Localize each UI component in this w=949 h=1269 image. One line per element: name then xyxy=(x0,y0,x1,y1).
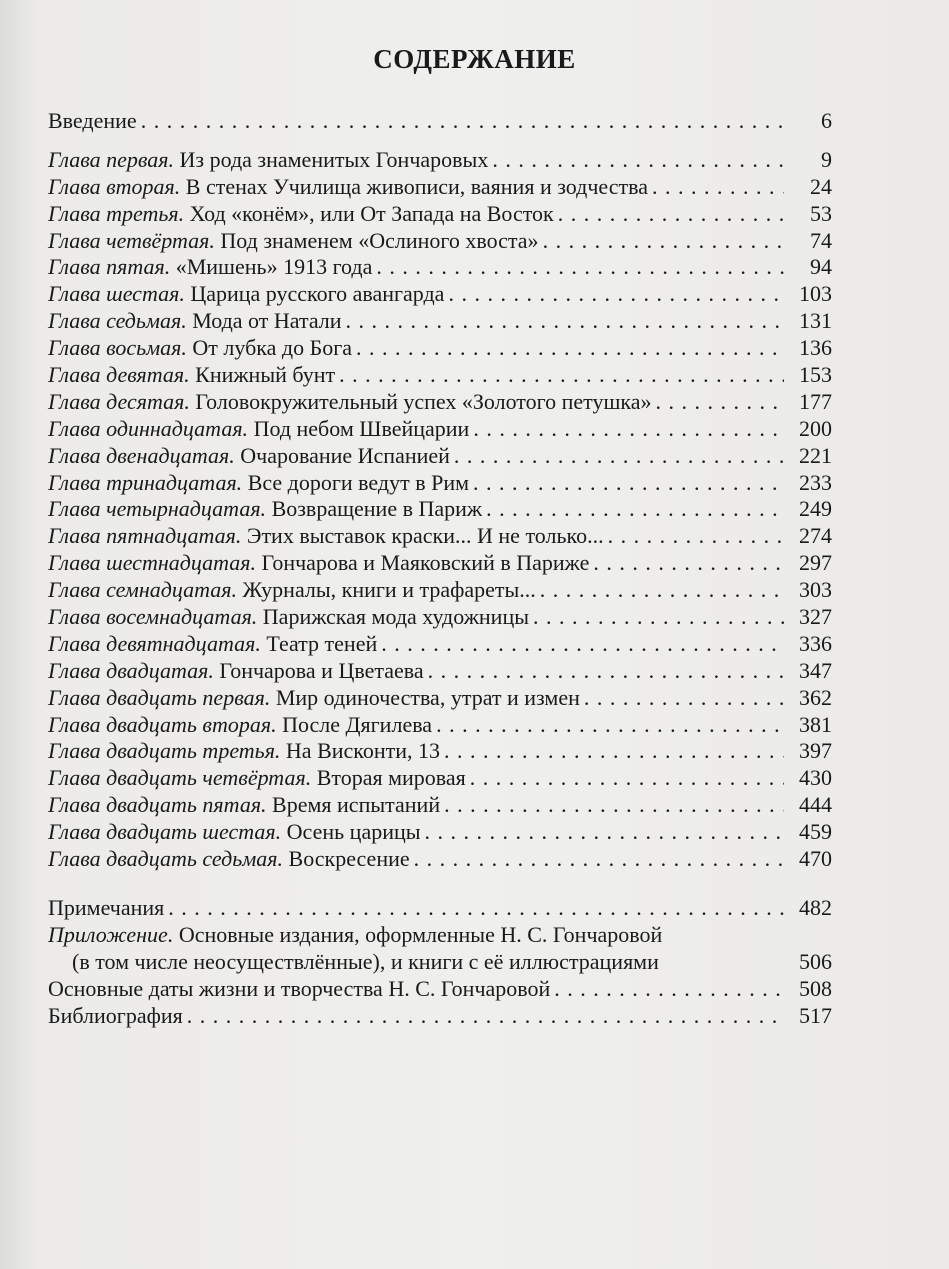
toc-chapter-prefix: Глава девятнадцатая. xyxy=(48,630,261,656)
toc-chapter-title: Головокружительный успех «Золотого петушка» xyxy=(195,388,652,414)
toc-chapter-prefix: Глава двадцать седьмая. xyxy=(48,846,284,872)
toc-entry-chapter xyxy=(48,201,832,228)
toc-entry-chapter xyxy=(48,819,832,846)
dot-leader xyxy=(444,738,784,765)
toc-chapter-prefix: Глава семнадцатая. xyxy=(48,577,238,603)
dot-leader xyxy=(473,470,784,497)
dot-leader xyxy=(558,201,784,228)
toc-page-number: 430 xyxy=(799,765,832,791)
toc-entry-chapter xyxy=(48,738,832,765)
toc-chapter-title: Вторая мировая xyxy=(316,765,466,791)
toc-page-number: 381 xyxy=(799,711,832,737)
toc-chapter-title: Театр теней xyxy=(266,630,378,656)
toc-chapter-title: После Дягилева xyxy=(282,711,433,737)
toc-chapter-title: Гончарова и Маяковский в Париже xyxy=(261,550,590,576)
toc-page-number: 444 xyxy=(799,792,832,818)
toc-entry-chapter xyxy=(48,550,832,577)
toc-page-number: 233 xyxy=(799,469,832,495)
dot-leader xyxy=(543,228,784,255)
toc-chapter-prefix: Глава четвёртая. xyxy=(48,227,215,253)
toc-chapter-prefix: Глава вторая. xyxy=(48,173,181,199)
dot-leader xyxy=(414,846,784,873)
toc-chapter-prefix: Глава двенадцатая. xyxy=(48,442,235,468)
toc-page-number: 303 xyxy=(799,577,832,603)
toc-entry-chapter xyxy=(48,496,832,523)
toc-page-number: 131 xyxy=(799,308,832,334)
toc-entry-chapter xyxy=(48,631,832,658)
dot-leader xyxy=(486,496,784,523)
toc-page-number: 327 xyxy=(799,604,832,630)
table-of-contents xyxy=(48,108,832,1029)
toc-page-number: 347 xyxy=(799,657,832,683)
toc-entry-chapter xyxy=(48,228,832,255)
toc-chapter-prefix: Глава пятая. xyxy=(48,254,171,280)
chapter-list xyxy=(48,147,832,873)
toc-entry-label: Основные издания, оформленные Н. С. Гончаровой xyxy=(178,921,663,947)
toc-chapter-title: Мир одиночества, утрат и измен xyxy=(275,684,580,710)
toc-entry-chapter xyxy=(48,147,832,174)
toc-entry-chapter xyxy=(48,443,832,470)
toc-page-number: 397 xyxy=(799,738,832,764)
toc-page-number: 200 xyxy=(799,415,832,441)
toc-page-number: 153 xyxy=(799,362,832,388)
toc-page-number: 9 xyxy=(821,146,832,172)
toc-entry-chapter xyxy=(48,792,832,819)
toc-page-number: 53 xyxy=(810,200,832,226)
toc-page-number: 177 xyxy=(799,388,832,414)
toc-entry-label: Основные даты жизни и творчества Н. С. Гончаровой xyxy=(48,975,551,1001)
toc-entry-label: Библиография xyxy=(48,1002,183,1028)
toc-page-number: 482 xyxy=(799,894,832,920)
toc-entry-chapter xyxy=(48,470,832,497)
toc-page-number: 74 xyxy=(810,227,832,253)
toc-chapter-title: Этих выставок краски... И не только... xyxy=(246,523,604,549)
toc-entry-dates xyxy=(48,976,832,1003)
toc-page-number: 6 xyxy=(821,108,832,133)
toc-page-number: 249 xyxy=(799,496,832,522)
toc-entry-chapter xyxy=(48,362,832,389)
toc-entry-chapter xyxy=(48,712,832,739)
toc-entry-chapter xyxy=(48,658,832,685)
toc-entry-chapter xyxy=(48,846,832,873)
toc-page-number: 362 xyxy=(799,684,832,710)
dot-leader xyxy=(425,819,784,846)
toc-chapter-title: Все дороги ведут в Рим xyxy=(247,469,470,495)
toc-page-number: 506 xyxy=(799,948,832,974)
toc-chapter-title: В стенах Училища живописи, ваяния и зодчества xyxy=(185,173,648,199)
toc-page-number: 297 xyxy=(799,550,832,576)
toc-page-number: 336 xyxy=(799,630,832,656)
toc-entry-label: Введение xyxy=(48,108,137,133)
page-title: СОДЕРЖАНИЕ xyxy=(373,44,576,74)
toc-chapter-prefix: Глава двадцать третья. xyxy=(48,738,281,764)
toc-page-number: 459 xyxy=(799,819,832,845)
toc-page-number: 508 xyxy=(799,975,832,1001)
toc-chapter-title: Очарование Испанией xyxy=(240,442,450,468)
toc-entry-bibliography xyxy=(48,1003,832,1030)
toc-entry-label: Примечания xyxy=(48,894,165,920)
toc-chapter-prefix: Глава двадцать вторая. xyxy=(48,711,277,737)
toc-chapter-title: На Висконти, 13 xyxy=(285,738,441,764)
toc-chapter-prefix: Глава восьмая. xyxy=(48,335,187,361)
toc-entry-intro xyxy=(48,108,832,135)
dot-leader xyxy=(346,308,784,335)
toc-page-number: 221 xyxy=(799,442,832,468)
toc-chapter-prefix: Глава девятая. xyxy=(48,362,190,388)
toc-chapter-title: От лубка до Бога xyxy=(192,335,353,361)
toc-page-number: 274 xyxy=(799,523,832,549)
toc-chapter-title: Осень царицы xyxy=(286,819,421,845)
toc-page-number: 103 xyxy=(799,281,832,307)
toc-chapter-prefix: Приложение. xyxy=(48,921,174,947)
toc-chapter-prefix: Глава двадцатая. xyxy=(48,657,214,683)
toc-entry-chapter xyxy=(48,577,832,604)
dot-leader xyxy=(554,976,784,1003)
toc-chapter-prefix: Глава двадцать шестая. xyxy=(48,819,282,845)
toc-entry-chapter xyxy=(48,389,832,416)
dot-leader xyxy=(492,147,784,174)
toc-page-number: 136 xyxy=(799,335,832,361)
toc-chapter-title: Из рода знаменитых Гончаровых xyxy=(179,146,489,172)
toc-chapter-title: Воскресение xyxy=(288,846,410,872)
toc-chapter-prefix: Глава одиннадцатая. xyxy=(48,415,249,441)
toc-chapter-prefix: Глава четырнадцатая. xyxy=(48,496,267,522)
toc-chapter-prefix: Глава двадцать четвёртая. xyxy=(48,765,312,791)
toc-page-number: 94 xyxy=(810,254,832,280)
toc-entry-chapter xyxy=(48,523,832,550)
dot-leader xyxy=(376,254,784,281)
dot-leader xyxy=(448,281,784,308)
toc-page-number: 517 xyxy=(799,1002,832,1028)
toc-chapter-title: Возвращение в Париж xyxy=(271,496,483,522)
toc-chapter-prefix: Глава двадцать пятая. xyxy=(48,792,267,818)
toc-chapter-prefix: Глава тринадцатая. xyxy=(48,469,243,495)
toc-chapter-title: Мода от Натали xyxy=(192,308,342,334)
toc-chapter-prefix: Глава двадцать первая. xyxy=(48,684,271,710)
dot-leader xyxy=(444,792,784,819)
toc-chapter-title: Книжный бунт xyxy=(195,362,336,388)
dot-leader xyxy=(470,765,784,792)
toc-chapter-title: Время испытаний xyxy=(272,792,441,818)
toc-chapter-prefix: Глава восемнадцатая. xyxy=(48,604,258,630)
toc-chapter-title: Под небом Швейцарии xyxy=(253,415,470,441)
dot-leader xyxy=(540,577,784,604)
toc-chapter-prefix: Глава шестнадцатая. xyxy=(48,550,257,576)
dot-leader xyxy=(608,523,784,550)
toc-chapter-title: Ход «конём», или От Запада на Восток xyxy=(189,200,554,226)
toc-entry-appendix xyxy=(48,922,832,949)
toc-entry-chapter xyxy=(48,685,832,712)
toc-chapter-title: «Мишень» 1913 года xyxy=(175,254,373,280)
toc-entry-label: (в том числе неосуществлённые), и книги с её иллюстрациями xyxy=(72,948,659,974)
toc-entry-chapter xyxy=(48,604,832,631)
spacer xyxy=(48,873,832,895)
dot-leader xyxy=(141,108,784,135)
toc-chapter-prefix: Глава третья. xyxy=(48,200,185,226)
toc-chapter-title: Гончарова и Цветаева xyxy=(219,657,424,683)
toc-chapter-title: Журналы, книги и трафареты... xyxy=(242,577,536,603)
toc-page-number: 24 xyxy=(810,173,832,199)
toc-chapter-prefix: Глава седьмая. xyxy=(48,308,187,334)
dot-leader xyxy=(454,443,784,470)
dot-leader xyxy=(428,658,784,685)
toc-entry-chapter xyxy=(48,416,832,443)
dot-leader xyxy=(356,335,784,362)
toc-chapter-prefix: Глава шестая. xyxy=(48,281,185,307)
dot-leader xyxy=(656,389,784,416)
dot-leader xyxy=(652,174,784,201)
toc-entry-appendix-continuation xyxy=(48,949,832,976)
toc-chapter-title: Парижская мода художницы xyxy=(262,604,529,630)
toc-entry-chapter xyxy=(48,308,832,335)
toc-page-number: 470 xyxy=(799,846,832,872)
toc-entry-notes xyxy=(48,895,832,922)
dot-leader xyxy=(533,604,784,631)
toc-chapter-title: Под знаменем «Ослиного хвоста» xyxy=(220,227,539,253)
dot-leader xyxy=(436,712,784,739)
dot-leader xyxy=(593,550,784,577)
toc-chapter-title: Царица русского авангарда xyxy=(190,281,445,307)
toc-chapter-prefix: Глава первая. xyxy=(48,146,174,172)
toc-chapter-prefix: Глава десятая. xyxy=(48,388,190,414)
toc-entry-chapter xyxy=(48,174,832,201)
dot-leader xyxy=(168,895,784,922)
dot-leader xyxy=(187,1003,784,1030)
toc-entry-chapter xyxy=(48,281,832,308)
toc-entry-chapter xyxy=(48,335,832,362)
spacer xyxy=(48,135,832,147)
dot-leader xyxy=(473,416,784,443)
toc-entry-chapter xyxy=(48,765,832,792)
toc-chapter-prefix: Глава пятнадцатая. xyxy=(48,523,242,549)
dot-leader xyxy=(339,362,784,389)
dot-leader xyxy=(584,685,784,712)
dot-leader xyxy=(381,631,784,658)
toc-entry-chapter xyxy=(48,254,832,281)
